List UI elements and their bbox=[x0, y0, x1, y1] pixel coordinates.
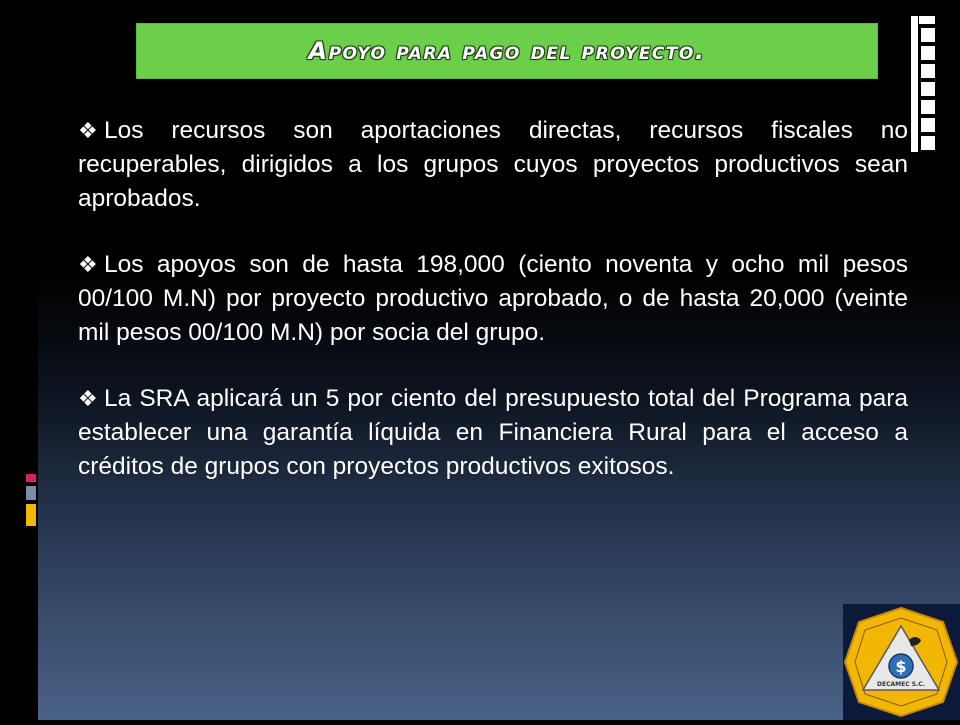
bullet-item bbox=[78, 114, 908, 216]
slide-title: Apoyo para pago del proyecto. bbox=[308, 37, 706, 65]
left-accent-bar bbox=[26, 504, 36, 526]
bullet-text: Los recursos son aportaciones directas, recursos fiscales no recuperables, dirigidos a los grupos cuyos proyectos productivos sean aprobados. bbox=[78, 117, 908, 212]
left-accent-bar bbox=[26, 474, 36, 482]
svg-text:$: $ bbox=[895, 657, 907, 676]
dollar-seal-icon bbox=[843, 604, 960, 720]
left-strip bbox=[0, 0, 38, 720]
diamond-bullet-icon: ❖ bbox=[78, 118, 98, 143]
bullet-text: La SRA aplicará un 5 por ciento del presupuesto total del Programa para establecer una garantía líquida en Financiera Rural para el acceso a créditos de grupos con proyectos productivos exitosos. bbox=[78, 385, 908, 480]
bullet-item bbox=[78, 248, 908, 350]
diamond-bullet-icon: ❖ bbox=[78, 386, 98, 411]
bullet-item bbox=[78, 382, 908, 484]
slide-body bbox=[78, 114, 908, 516]
logo bbox=[843, 604, 960, 720]
title-bar bbox=[136, 23, 878, 79]
diamond-bullet-icon: ❖ bbox=[78, 252, 98, 277]
bullet-text: Los apoyos son de hasta 198,000 (ciento noventa y ocho mil pesos 00/100 M.N) por proyecto productivo aprobado, o de hasta 20,000 (veinte mil pesos 00/100 M.N) por socia del grupo. bbox=[78, 251, 908, 346]
left-accent-bar bbox=[26, 486, 36, 500]
decorative-bars-icon bbox=[908, 12, 938, 162]
logo-caption: DECAMEC S.C. bbox=[877, 681, 925, 688]
